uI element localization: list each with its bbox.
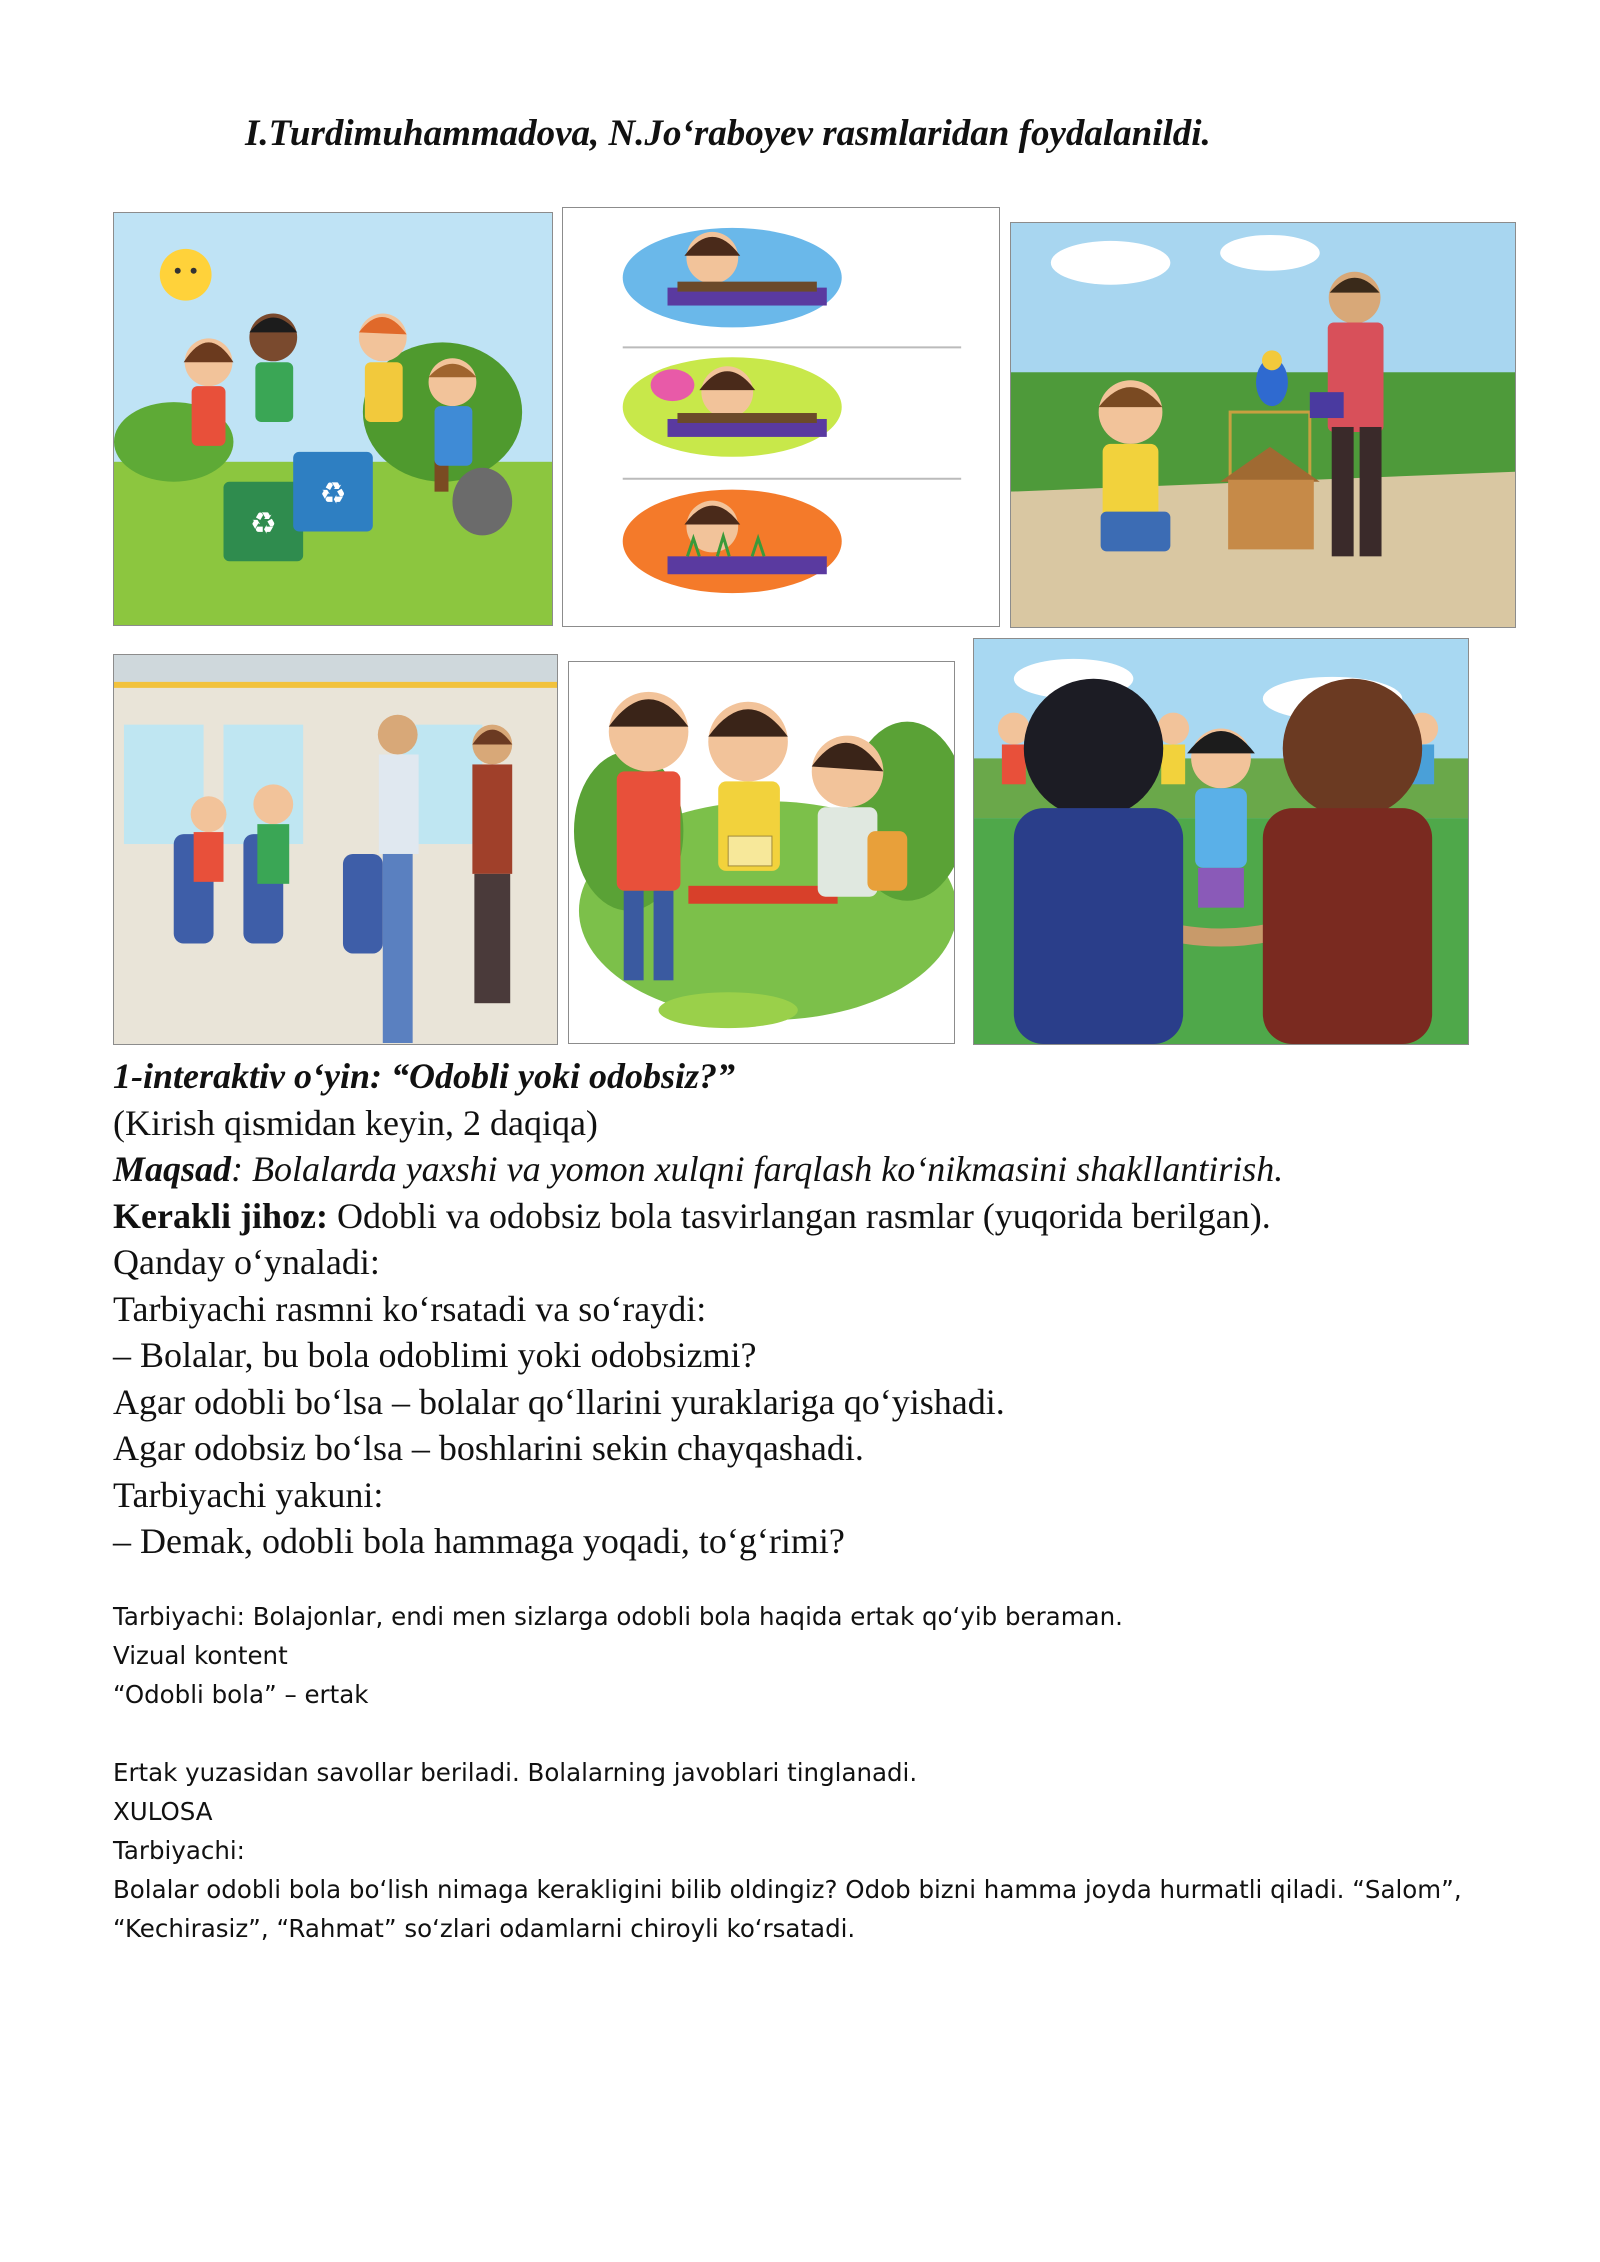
- conclusion-heading: XULOSA: [113, 1797, 213, 1826]
- equipment-text: Odobli va odobsiz bola tasvirlangan rasmlar (yuqorida berilgan).: [327, 1195, 1271, 1236]
- illustration-park-cleanup: [113, 212, 553, 626]
- illustration-kids-circle: [973, 638, 1469, 1045]
- story-questions: Ertak yuzasidan savollar beriladi. Bolalarning javoblari tinglanadi.: [113, 1758, 918, 1787]
- game-line: – Bolalar, bu bola odoblimi yoki odobsizmi?: [113, 1335, 757, 1375]
- book-icon: [728, 836, 772, 866]
- illustration-boy-birdhouse: [1010, 222, 1516, 628]
- game-line: Agar odobsiz bo‘lsa – boshlarini sekin chayqashadi.: [113, 1428, 864, 1468]
- illustration-credit: I.Turdimuhammadova, N.Jo‘raboyev rasmlaridan foydalanildi.: [245, 113, 1211, 154]
- bus-icon: [124, 725, 482, 844]
- watering-can-icon: [651, 369, 695, 401]
- game-goal: [113, 1146, 1533, 1193]
- recycling-icon: ♻: [249, 507, 277, 541]
- tale-title: “Odobli bola” – ertak: [113, 1680, 369, 1709]
- teacher-label: Tarbiyachi:: [113, 1836, 245, 1865]
- game-equipment: [113, 1193, 1533, 1240]
- game-timing: (Kirish qismidan keyin, 2 daqiqa): [113, 1102, 598, 1143]
- goal-text: : Bolalarda yaxshi va yomon xulqni farqlash ko‘nikmasini shakllantirish.: [231, 1149, 1284, 1189]
- story-intro: Tarbiyachi: Bolajonlar, endi men sizlarga odobli bola haqida ertak qo‘yib beraman.: [113, 1602, 1123, 1631]
- game-line: – Demak, odobli bola hammaga yoqadi, to‘g‘rimi?: [113, 1521, 845, 1561]
- story-section: [113, 1597, 1513, 1948]
- equipment-label: Kerakli jihoz:: [113, 1195, 328, 1236]
- illustration-friends-bench: [568, 661, 955, 1044]
- sun-icon: [160, 249, 212, 301]
- conclusion-line: Bolalar odobli bola bo‘lish nimaga kerakligini bilib oldingiz? Odob bizni hamma joyda hurmatli qiladi. “Salom”,: [113, 1875, 1462, 1904]
- interactive-game-section: [113, 1053, 1533, 1565]
- svg-text:♻: ♻: [319, 477, 347, 511]
- game-line: Tarbiyachi yakuni:: [113, 1474, 384, 1515]
- game-line: Qanday o‘ynaladi:: [113, 1242, 380, 1282]
- game-title: 1-interaktiv o‘yin: “Odobli yoki odobsiz?”: [113, 1056, 735, 1096]
- game-line: Agar odobli bo‘lsa – bolalar qo‘llarini yuraklariga qo‘yishadi.: [113, 1381, 1005, 1422]
- illustration-bus-seat: [113, 654, 558, 1045]
- visual-content-label: Vizual kontent: [113, 1641, 288, 1670]
- illustration-girl-planting: [562, 207, 1000, 627]
- conclusion-line: “Kechirasiz”, “Rahmat” so‘zlari odamlarni chiroyli ko‘rsatadi.: [113, 1914, 856, 1943]
- game-line: Tarbiyachi rasmni ko‘rsatadi va so‘raydi:: [113, 1288, 707, 1329]
- goal-label: Maqsad: [113, 1149, 232, 1189]
